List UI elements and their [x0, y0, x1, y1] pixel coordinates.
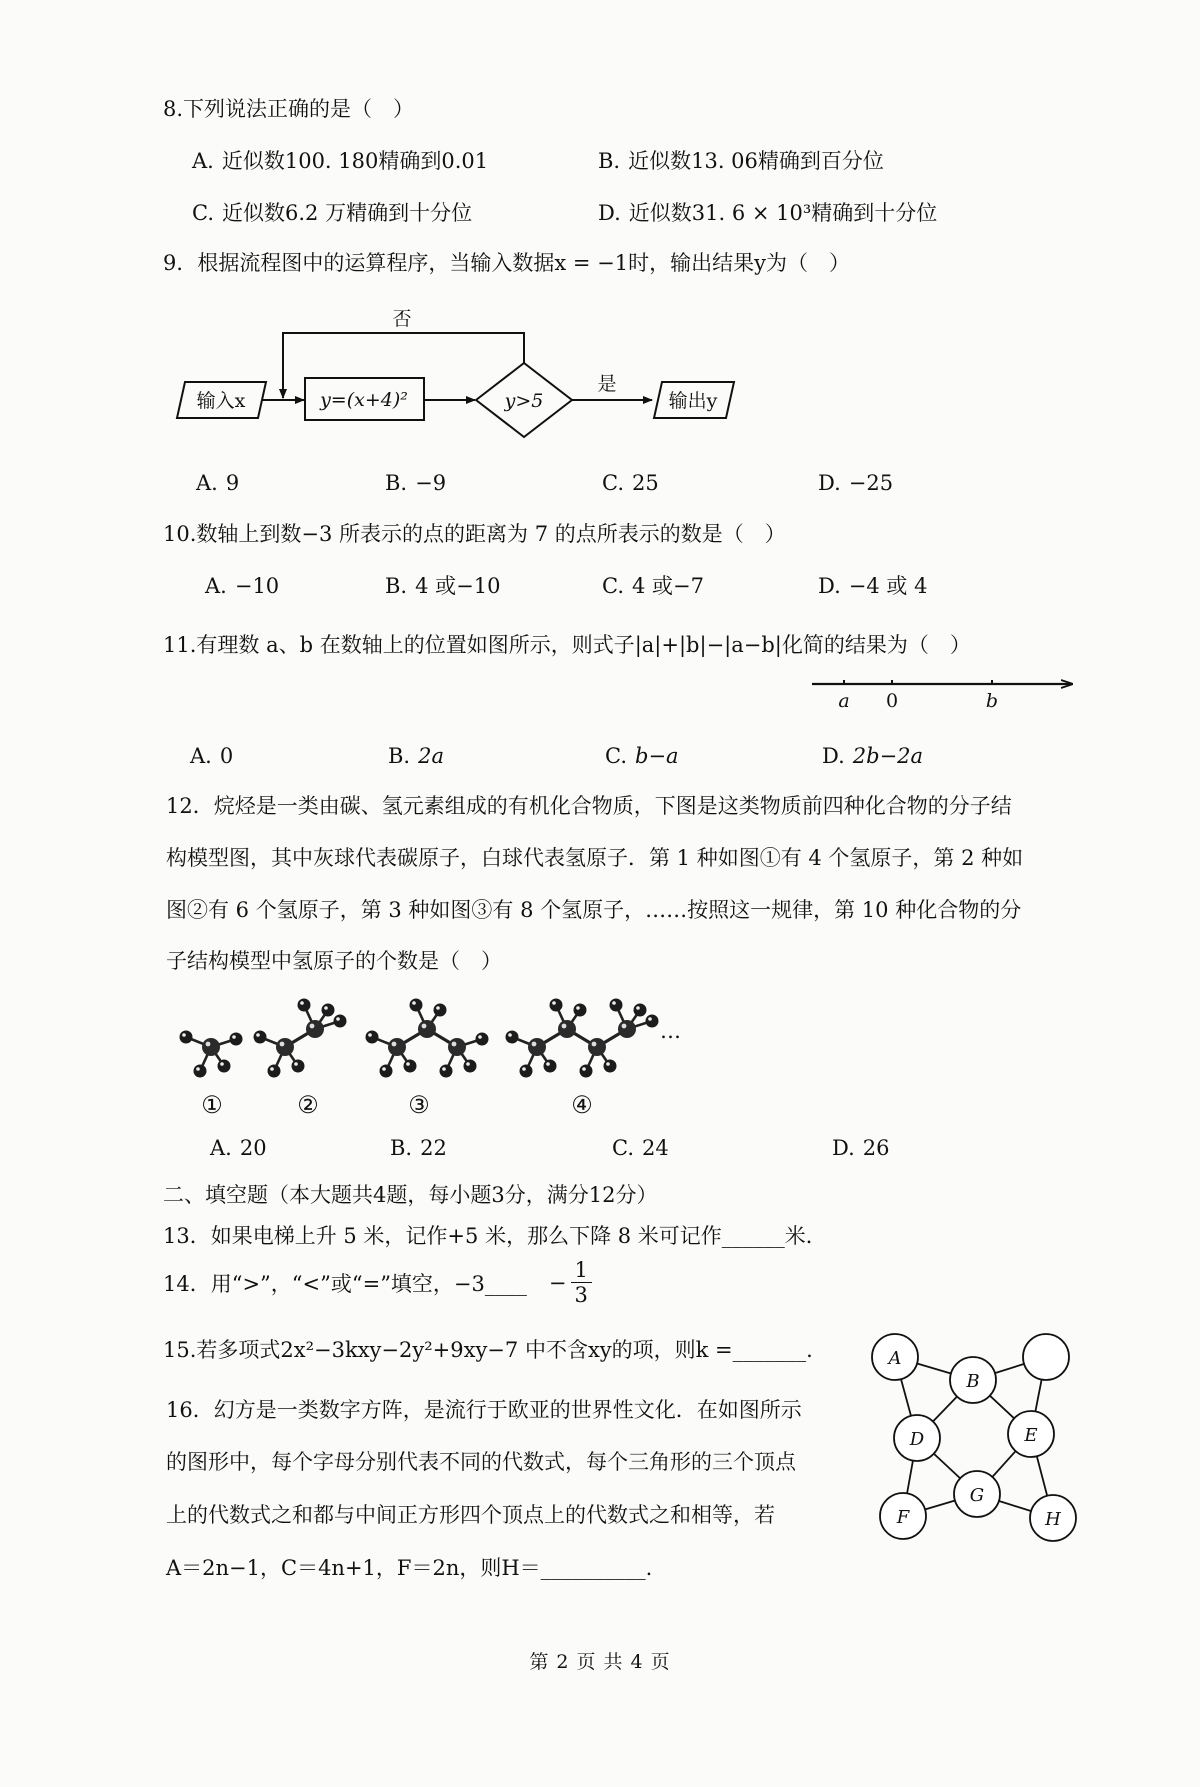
- q12-line-2: 构模型图，其中灰球代表碳原子，白球代表氢原子．第 1 种如图①有 4 个氢原子，第 2 种如: [166, 846, 1024, 870]
- molecule-1: [180, 1031, 243, 1078]
- hydrogen-atom: [218, 1060, 231, 1073]
- q12-ellipsis: …: [660, 1019, 681, 1043]
- carbon-atom: [448, 1038, 466, 1056]
- flow-input-label: 输入x: [196, 390, 246, 412]
- option-label: C.: [602, 574, 624, 598]
- atom-highlight: [336, 1017, 340, 1021]
- node-label-e: E: [1024, 1425, 1038, 1446]
- hydrogen-atom: [610, 999, 623, 1012]
- option-label: B.: [385, 471, 408, 495]
- hydrogen-atom: [380, 1065, 393, 1078]
- number-line-label-b: b: [985, 690, 999, 712]
- atom-highlight: [368, 1033, 372, 1037]
- atom-highlight: [310, 1024, 315, 1029]
- option-text: 4 或−10: [415, 574, 501, 598]
- flow-process-label: y=(x+4)²: [320, 389, 408, 411]
- q16-line-1: 16．幻方是一类数字方阵，是流行于欧亚的世界性文化．在如图所示: [166, 1398, 802, 1422]
- option-label: B.: [390, 1136, 413, 1160]
- hydrogen-atom: [634, 1004, 647, 1017]
- atom-highlight: [422, 1024, 427, 1029]
- atom-highlight: [256, 1033, 260, 1037]
- q14-text: 14．用“>”，“<”或“=”填空，−3____: [163, 1271, 527, 1296]
- atom-highlight: [294, 1062, 298, 1066]
- molecule-2: [254, 999, 347, 1078]
- hydrogen-atom: [520, 1065, 533, 1078]
- hydrogen-atom: [646, 1015, 659, 1028]
- q11-option-c: [605, 743, 679, 769]
- carbon-atom: [618, 1020, 636, 1038]
- q12-figure-label-1: [197, 1092, 227, 1119]
- atom-highlight: [412, 1001, 416, 1005]
- carbon-atom: [202, 1038, 220, 1056]
- q12-option-d: [832, 1135, 890, 1161]
- hydrogen-atom: [230, 1033, 243, 1046]
- option-text: 2a: [418, 744, 444, 768]
- carbon-atom: [306, 1020, 324, 1038]
- q12-line-1: 12．烷烃是一类由碳、氢元素组成的有机化合物质，下图是这类物质前四种化合物的分子结: [166, 794, 1012, 818]
- q11-option-a: [190, 743, 233, 769]
- option-text: −9: [415, 471, 447, 495]
- hydrogen-atom: [366, 1031, 379, 1044]
- atom-highlight: [562, 1024, 567, 1029]
- atom-highlight: [300, 1001, 304, 1005]
- option-text: 4 或−7: [632, 574, 704, 598]
- atom-highlight: [622, 1024, 627, 1029]
- hydrogen-atom: [298, 999, 311, 1012]
- section-title: 二、填空题（本大题共4题，每小题3分，满分12分）: [163, 1183, 658, 1207]
- q8-option-c: [192, 200, 472, 226]
- q16-magic-figure: [862, 1320, 1094, 1552]
- q12-line-3: 图②有 6 个氢原子，第 3 种如图③有 8 个氢原子，……按照这一规律，第 10 种化合物的分: [166, 898, 1022, 922]
- flow-no-label: 否: [392, 308, 412, 330]
- flow-decision-label: y>5: [504, 390, 544, 412]
- option-text: 0: [219, 744, 234, 768]
- option-text: 25: [632, 471, 659, 495]
- q14-line: [163, 1258, 592, 1307]
- hydrogen-atom: [464, 1060, 477, 1073]
- q12-option-a: [210, 1135, 267, 1161]
- fraction-denominator: 3: [574, 1283, 588, 1307]
- option-label: C.: [605, 744, 627, 768]
- q10-option-a: [205, 573, 279, 599]
- option-label: B.: [598, 149, 621, 173]
- molecule-3: [366, 999, 489, 1078]
- carbon-atom: [528, 1038, 546, 1056]
- option-text: 近似数13. 06精确到百分位: [628, 149, 884, 173]
- option-text: 近似数31. 6 × 10³精确到十分位: [628, 201, 938, 225]
- q10-option-d: [818, 573, 927, 599]
- atom-highlight: [206, 1042, 211, 1047]
- number-line-label-a: a: [838, 690, 850, 712]
- q16-line-2: 的图形中，每个字母分别代表不同的代数式，每个三角形的三个顶点: [166, 1450, 796, 1474]
- flow-output-label: 输出y: [668, 390, 718, 412]
- atom-highlight: [436, 1006, 440, 1010]
- atom-highlight: [270, 1067, 274, 1071]
- q8-stem: 8.下列说法正确的是（ ）: [163, 97, 415, 121]
- q8-option-a: [192, 148, 488, 174]
- q11-option-b: [388, 743, 444, 769]
- carbon-atom: [276, 1038, 294, 1056]
- q9-option-c: [602, 470, 659, 496]
- atom-highlight: [648, 1017, 652, 1021]
- q14-minus-sign: −: [548, 1270, 567, 1295]
- atom-highlight: [382, 1067, 386, 1071]
- option-text: 2b−2a: [852, 744, 924, 768]
- q15-text: 15.若多项式2x²−3kxy−2y²+9xy−7 中不含xy的项，则k =_______.: [163, 1338, 813, 1362]
- q11-option-d: [822, 743, 923, 769]
- option-label: B.: [385, 574, 408, 598]
- q12-figure-label-3: [404, 1092, 434, 1119]
- q12-molecule-models: [160, 985, 680, 1095]
- hydrogen-atom: [194, 1065, 207, 1078]
- atom-highlight: [324, 1006, 328, 1010]
- option-text: −4 或 4: [848, 574, 928, 598]
- option-text: −25: [848, 471, 894, 495]
- carbon-atom: [388, 1038, 406, 1056]
- hydrogen-atom: [180, 1031, 193, 1044]
- atom-highlight: [232, 1035, 236, 1039]
- page-footer: 第 2 页 共 4 页: [529, 1651, 671, 1673]
- atom-highlight: [508, 1033, 512, 1037]
- hydrogen-atom: [404, 1060, 417, 1073]
- hydrogen-atom: [580, 1065, 593, 1078]
- option-label: C.: [612, 1136, 634, 1160]
- atom-highlight: [636, 1006, 640, 1010]
- q12-figure-label-4: [567, 1092, 597, 1119]
- q9-option-a: [196, 470, 239, 496]
- option-text: 近似数100. 180精确到0.01: [221, 149, 489, 173]
- hydrogen-atom: [334, 1015, 347, 1028]
- hydrogen-atom: [574, 1004, 587, 1017]
- hydrogen-atom: [292, 1060, 305, 1073]
- q9-stem: 9．根据流程图中的运算程序，当输入数据x = −1时，输出结果y为（ ）: [163, 251, 850, 275]
- q10-stem: 10.数轴上到数−3 所表示的点的距离为 7 的点所表示的数是（ ）: [163, 522, 786, 546]
- option-label: D.: [818, 471, 841, 495]
- hydrogen-atom: [604, 1060, 617, 1073]
- option-label: D.: [832, 1136, 855, 1160]
- q10-option-c: [602, 573, 704, 599]
- option-text: 近似数6.2 万精确到十分位: [222, 201, 473, 225]
- carbon-atom: [558, 1020, 576, 1038]
- option-label: A.: [196, 471, 218, 495]
- atom-highlight: [220, 1062, 224, 1066]
- hydrogen-atom: [434, 1004, 447, 1017]
- atom-highlight: [466, 1062, 470, 1066]
- hydrogen-atom: [550, 999, 563, 1012]
- hydrogen-atom: [410, 999, 423, 1012]
- atom-highlight: [522, 1067, 526, 1071]
- hydrogen-atom: [544, 1060, 557, 1073]
- atom-highlight: [582, 1067, 586, 1071]
- option-label: A.: [210, 1136, 232, 1160]
- q16-line-4: A＝2n−1，C＝4n+1，F＝2n，则H＝__________.: [166, 1556, 653, 1580]
- option-label: A.: [205, 574, 227, 598]
- option-text: 26: [862, 1136, 890, 1160]
- q11-number-line: [810, 670, 1085, 716]
- option-text: −10: [234, 574, 280, 598]
- figure-number: ③: [408, 1091, 430, 1119]
- atom-highlight: [452, 1042, 457, 1047]
- q12-figure-label-2: [293, 1092, 323, 1119]
- atom-highlight: [392, 1042, 397, 1047]
- number-line-label-zero: 0: [885, 690, 899, 712]
- atom-highlight: [606, 1062, 610, 1066]
- q12-option-c: [612, 1135, 669, 1161]
- figure-number: ②: [297, 1091, 319, 1119]
- option-text: 9: [225, 471, 240, 495]
- option-text: 20: [239, 1136, 267, 1160]
- carbon-atom: [418, 1020, 436, 1038]
- option-label: C.: [192, 201, 214, 225]
- q8-option-d: [598, 200, 937, 226]
- hydrogen-atom: [268, 1065, 281, 1078]
- q12-option-b: [390, 1135, 447, 1161]
- atom-highlight: [182, 1033, 186, 1037]
- atom-highlight: [552, 1001, 556, 1005]
- node-label-d: D: [909, 1429, 925, 1450]
- node-label-a: A: [888, 1348, 902, 1369]
- q14-fraction: [571, 1258, 592, 1307]
- hydrogen-atom: [322, 1004, 335, 1017]
- hydrogen-atom: [476, 1033, 489, 1046]
- fraction-numerator: 1: [571, 1258, 592, 1283]
- q10-option-b: [385, 573, 500, 599]
- q12-line-4: 子结构模型中氢原子的个数是（ ）: [166, 949, 502, 973]
- option-label: B.: [388, 744, 411, 768]
- atom-highlight: [546, 1062, 550, 1066]
- atom-highlight: [280, 1042, 285, 1047]
- q9-option-b: [385, 470, 446, 496]
- q13-text: 13．如果电梯上升 5 米，记作+5 米，那么下降 8 米可记作______米．: [163, 1224, 827, 1248]
- atom-highlight: [406, 1062, 410, 1066]
- q9-option-d: [818, 470, 893, 496]
- q9-flowchart: [0, 300, 800, 450]
- figure-number: ①: [201, 1091, 223, 1119]
- flow-yes-label: 是: [597, 373, 617, 395]
- hydrogen-atom: [506, 1031, 519, 1044]
- option-label: A.: [192, 149, 214, 173]
- molecule-4: [506, 999, 659, 1078]
- atom-highlight: [592, 1042, 597, 1047]
- option-label: D.: [818, 574, 841, 598]
- option-label: D.: [598, 201, 621, 225]
- q11-stem: 11.有理数 a、b 在数轴上的位置如图所示，则式子|a|+|b|−|a−b|化简的结果为（ ）: [163, 633, 971, 657]
- node-label-f: F: [896, 1507, 910, 1528]
- atom-highlight: [576, 1006, 580, 1010]
- option-text: 24: [642, 1136, 669, 1160]
- option-label: D.: [822, 744, 845, 768]
- atom-highlight: [478, 1035, 482, 1039]
- atom-highlight: [532, 1042, 537, 1047]
- node-label-h: H: [1045, 1509, 1061, 1530]
- hydrogen-atom: [254, 1031, 267, 1044]
- node-label-g: G: [969, 1485, 985, 1506]
- q8-option-b: [598, 148, 884, 174]
- atom-highlight: [196, 1067, 200, 1071]
- option-text: b−a: [635, 744, 679, 768]
- option-label: C.: [602, 471, 624, 495]
- carbon-atom: [588, 1038, 606, 1056]
- node-c: [1023, 1334, 1069, 1380]
- hydrogen-atom: [440, 1065, 453, 1078]
- atom-highlight: [442, 1067, 446, 1071]
- option-text: 22: [420, 1136, 447, 1160]
- option-label: A.: [190, 744, 212, 768]
- node-label-b: B: [966, 1371, 980, 1392]
- figure-number: ④: [571, 1091, 593, 1119]
- q16-line-3: 上的代数式之和都与中间正方形四个顶点上的代数式之和相等，若: [166, 1503, 775, 1527]
- atom-highlight: [612, 1001, 616, 1005]
